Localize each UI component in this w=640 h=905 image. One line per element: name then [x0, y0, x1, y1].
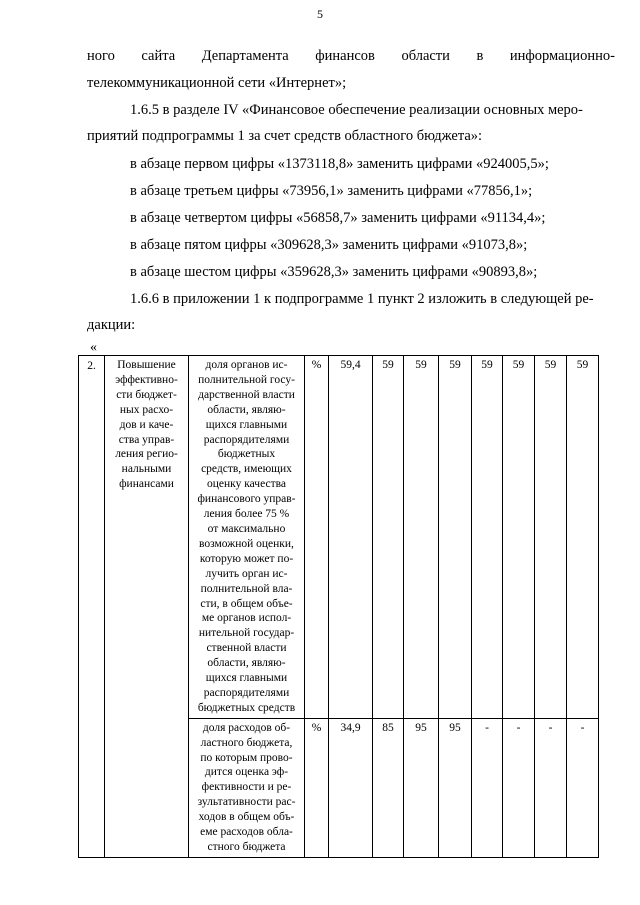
indicator-line: нительной государ- — [198, 627, 295, 640]
program-name-line: дов и каче- — [119, 418, 174, 431]
indicator-line: бюджетных средств — [197, 701, 296, 714]
indicator-line: еме расходов обла- — [200, 826, 293, 839]
word: ного — [87, 48, 115, 64]
value-cell: 95 — [404, 718, 439, 857]
amendment-line-4: в абзаце пятом цифры «309628,3» заменить цифрами «91073,8»; — [130, 237, 528, 253]
word: Департамента — [201, 48, 289, 64]
word: финансов — [315, 48, 375, 64]
paragraph-2-line-1: 1.6.5 в разделе IV «Финансовое обеспечение реализации основных меро- — [130, 102, 583, 118]
indicator-line: доля органов ис- — [205, 359, 288, 371]
value-cell: 59 — [373, 356, 404, 719]
table-row — [79, 356, 599, 719]
paragraph-3-line-1: 1.6.6 в приложении 1 к подпрограмме 1 пункт 2 изложить в следующей ре- — [130, 291, 594, 307]
amendment-line-3: в абзаце четвертом цифры «56858,7» заменить цифрами «91134,4»; — [130, 210, 546, 226]
indicator-line: распорядителями — [203, 433, 290, 446]
program-name-cell — [105, 356, 189, 858]
indicator-line: щихся главными — [205, 418, 288, 431]
indicator-line: которую может по- — [199, 552, 294, 565]
page-number: 5 — [317, 7, 323, 21]
indicator-line: фективности и ре- — [201, 781, 292, 794]
unit-cell: % — [305, 718, 329, 857]
indicator-line: зультативности рас- — [197, 796, 296, 809]
indicator-line: ходов в общем объ- — [198, 811, 295, 824]
indicator-line: стного бюджета — [207, 841, 286, 853]
program-name-line: Повышение — [117, 359, 176, 371]
program-name-line: ства управ- — [118, 433, 175, 446]
word: информационно- — [509, 48, 615, 64]
indicator-line: полнительной госу- — [198, 373, 295, 386]
indicator-line: дарственной власти — [198, 388, 295, 401]
value-cell: 85 — [373, 718, 404, 857]
indicator-line: сти, в общем объе- — [200, 597, 293, 610]
program-name-line: нальными — [121, 463, 172, 476]
value-cell: 59 — [404, 356, 439, 719]
paragraph-2-line-2: приятий подпрограммы 1 за счет средств областного бюджета»: — [87, 128, 483, 144]
program-name-line: ления регио- — [115, 448, 178, 461]
value-cell: 34,9 — [329, 718, 373, 857]
indicator-line: от максимально — [207, 522, 286, 535]
indicator-line: по которым прово- — [200, 751, 293, 764]
value-cell: 59 — [535, 356, 567, 719]
table-body — [79, 356, 599, 858]
word: области — [401, 48, 450, 64]
program-name-line: эффективно- — [115, 373, 178, 386]
indicator-table — [78, 355, 599, 858]
indicator-line: возможной оценки, — [199, 537, 294, 550]
indicator-line: средств, имеющих — [201, 463, 292, 476]
row-number-cell: 2. — [79, 356, 105, 858]
value-cell: - — [567, 718, 599, 857]
value-cell: - — [472, 718, 503, 857]
indicator-cell — [189, 718, 305, 857]
value-cell: 95 — [439, 718, 472, 857]
indicator-line: ме органов испол- — [201, 612, 292, 625]
indicator-line: лучить орган ис- — [205, 567, 288, 580]
indicator-line: полнительной вла- — [200, 582, 293, 595]
indicator-line: области, являю- — [207, 657, 286, 670]
program-name-line: сти бюджет- — [116, 388, 177, 401]
amendment-line-5: в абзаце шестом цифры «359628,3» заменить цифрами «90893,8»; — [130, 264, 538, 280]
value-cell: 59 — [439, 356, 472, 719]
word: в — [476, 48, 484, 64]
indicator-line: бюджетных — [217, 448, 276, 461]
indicator-line: щихся главными — [205, 672, 288, 685]
indicator-line: ления более 75 % — [203, 508, 290, 521]
opening-quote-mark: « — [90, 340, 97, 355]
word: сайта — [141, 48, 176, 64]
indicator-cell — [189, 356, 305, 719]
value-cell: - — [535, 718, 567, 857]
program-name-line: финансами — [119, 478, 174, 491]
indicator-line: доля расходов об- — [202, 721, 291, 734]
indicator-line: ластного бюджета, — [200, 736, 293, 749]
indicator-line: области, являю- — [207, 403, 286, 416]
indicator-line: финансового управ- — [197, 493, 296, 506]
indicator-line: дится оценка эф- — [204, 766, 289, 779]
value-cell: - — [503, 718, 535, 857]
paragraph-1-line-2: телекоммуникационной сети «Интернет»; — [87, 75, 347, 91]
indicator-line: ственной власти — [206, 642, 287, 655]
amendment-line-1: в абзаце первом цифры «1373118,8» заменить цифрами «924005,5»; — [130, 156, 549, 172]
paragraph-3-line-2: дакции: — [87, 317, 136, 333]
amendment-line-2: в абзаце третьем цифры «73956,1» заменить цифрами «77856,1»; — [130, 183, 533, 199]
value-cell: 59 — [472, 356, 503, 719]
indicator-line: распорядителями — [203, 686, 290, 699]
program-name-line: ных расхо- — [119, 403, 174, 416]
paragraph-1-line-1 — [87, 47, 615, 65]
value-cell: 59 — [503, 356, 535, 719]
value-cell: 59 — [567, 356, 599, 719]
value-cell: 59,4 — [329, 356, 373, 719]
unit-cell: % — [305, 356, 329, 719]
indicator-line: оценку качества — [207, 478, 286, 491]
